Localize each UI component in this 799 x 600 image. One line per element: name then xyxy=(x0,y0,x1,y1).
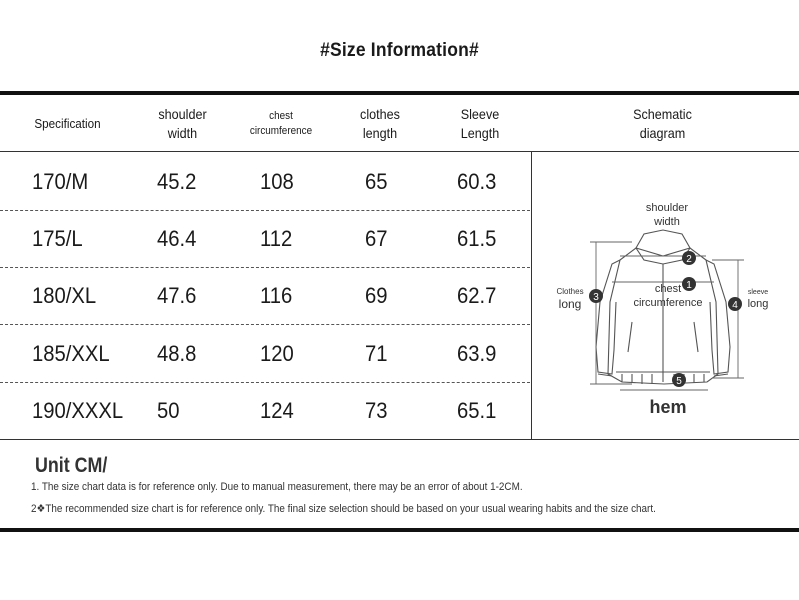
clothes-cell: 69 xyxy=(365,282,388,308)
header-shoulder-width: shoulder width xyxy=(158,106,207,141)
diagram-shoulder-label: shoulder width xyxy=(645,202,689,228)
chest-cell: 108 xyxy=(260,168,294,194)
header-chest-circumference: chest circumference xyxy=(249,110,313,137)
diagram-sleeve-label: sleeve long xyxy=(747,289,769,310)
note-line-2: 2❖The recommended size chart is for reference only. The final size selection should be based on your usual wearing habits and the size chart. xyxy=(31,503,656,515)
marker-5 xyxy=(672,373,686,387)
unit-label: Unit CM/ xyxy=(35,454,108,477)
svg-text:2: 2 xyxy=(686,254,692,265)
header-schematic-diagram: Schematic diagram xyxy=(633,106,692,141)
shoulder-cell: 46.4 xyxy=(157,225,197,251)
marker-2 xyxy=(682,251,696,265)
sleeve-cell: 61.5 xyxy=(457,225,497,251)
spec-cell: 190/XXXL xyxy=(32,397,124,423)
chest-cell: 116 xyxy=(260,282,293,308)
shoulder-cell: 45.2 xyxy=(157,168,197,194)
header-sleeve-length: Sleeve Length xyxy=(460,106,500,141)
chest-cell: 120 xyxy=(260,340,294,366)
shoulder-cell: 47.6 xyxy=(157,282,197,308)
svg-text:3: 3 xyxy=(593,292,599,303)
spec-cell: 185/XXL xyxy=(32,340,110,366)
svg-text:4: 4 xyxy=(732,300,738,311)
chest-cell: 124 xyxy=(260,397,294,423)
jacket-collar xyxy=(636,230,690,264)
table-top-border xyxy=(0,91,799,95)
footer-border xyxy=(0,528,799,532)
sleeve-cell: 62.7 xyxy=(457,282,497,308)
spec-cell: 180/XL xyxy=(32,282,97,308)
chest-cell: 112 xyxy=(260,225,293,251)
shoulder-cell: 48.8 xyxy=(157,340,197,366)
sleeve-cell: 63.9 xyxy=(457,340,497,366)
diagram-chest-label: chest circumference xyxy=(633,283,703,309)
table-bottom-border xyxy=(0,439,799,440)
clothes-cell: 67 xyxy=(365,225,388,251)
svg-text:5: 5 xyxy=(676,376,682,387)
spec-cell: 170/M xyxy=(32,168,89,194)
spec-cell: 175/L xyxy=(32,225,83,251)
sleeve-cell: 65.1 xyxy=(457,397,497,423)
note-line-1: 1. The size chart data is for reference only. Due to manual measurement, there may be an error of about 1-2CM. xyxy=(31,481,523,493)
svg-text:1: 1 xyxy=(686,280,692,291)
clothes-cell: 65 xyxy=(365,168,388,194)
shoulder-cell: 50 xyxy=(157,397,180,423)
clothes-cell: 71 xyxy=(365,340,388,366)
diagram-hem-label: hem xyxy=(649,397,687,417)
page-title: #Size Information# xyxy=(320,40,479,61)
marker-3 xyxy=(589,289,603,303)
diagram-clothes-label: Clothes long xyxy=(556,287,584,311)
header-specification: Specification xyxy=(34,116,101,132)
header-clothes-length: clothes length xyxy=(360,106,400,141)
marker-4 xyxy=(728,297,742,311)
clothes-cell: 73 xyxy=(365,397,388,423)
sleeve-cell: 60.3 xyxy=(457,168,497,194)
